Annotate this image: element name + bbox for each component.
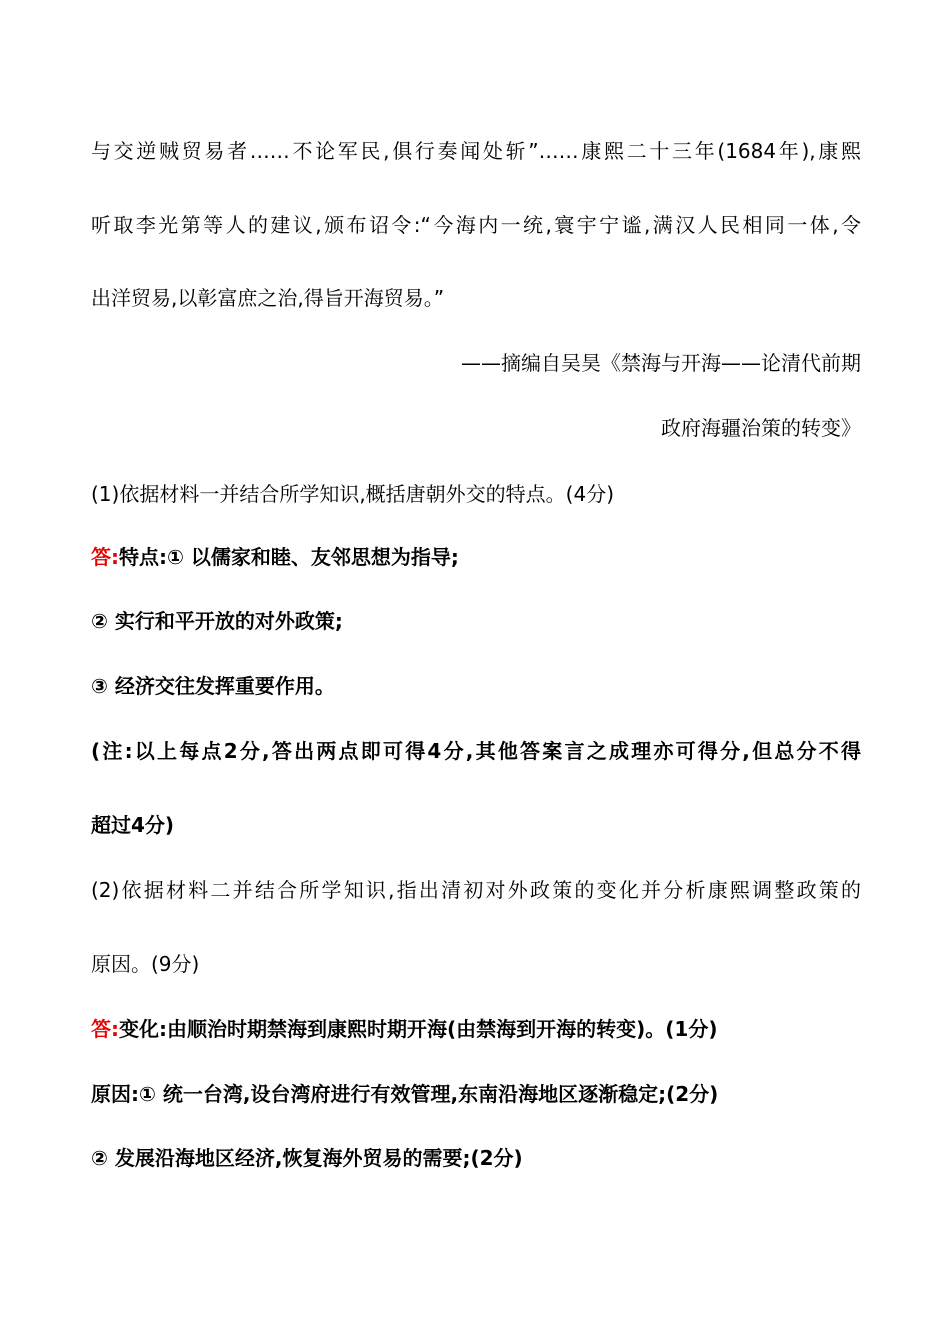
question-1-answer-line-2: ② 实行和平开放的对外政策; [91,609,343,633]
question-2-answer-line-3: ② 发展沿海地区经济,恢复海外贸易的需要;(2分) [91,1146,523,1170]
source-citation-line-1: ——摘编自吴昊《禁海与开海——论清代前期 [461,351,861,375]
question-1-answer-line-1 [91,543,861,571]
answer-text: 特点:① 以儒家和睦、友邻思想为指导; [119,545,459,569]
question-1-note-line-2: 超过4分) [91,813,175,837]
question-1-note-line-1: (注:以上每点2分,答出两点即可得4分,其他答案言之成理亦可得分,但总分不得 [91,739,861,763]
question-2-answer-line-2: 原因:① 统一台湾,设台湾府进行有效管理,东南沿海地区逐渐稳定;(2分) [91,1082,719,1106]
material-two-line-2: 听取李光第等人的建议,颁布诏令:“今海内一统,寰宇宁谧,满汉人民相同一体,令 [91,213,861,237]
question-1-answer-line-3: ③ 经济交往发挥重要作用。 [91,674,335,698]
material-two-line-3: 出洋贸易,以彰富庶之治,得旨开海贸易。” [91,286,445,310]
source-citation-line-2: 政府海疆治策的转变》 [661,416,861,440]
question-1-prompt: (1)依据材料一并结合所学知识,概括唐朝外交的特点。(4分) [91,482,615,506]
material-two-line-1: 与交逆贼贸易者……不论军民,俱行奏闻处斩”……康熙二十三年(1684年),康熙 [91,139,861,163]
answer-label: 答: [91,1017,119,1041]
question-2-prompt-line-2: 原因。(9分) [91,952,200,976]
question-2-prompt-line-1: (2)依据材料二并结合所学知识,指出清初对外政策的变化并分析康熙调整政策的 [91,878,861,902]
answer-text: 变化:由顺治时期禁海到康熙时期开海(由禁海到开海的转变)。(1分) [119,1017,718,1041]
answer-label: 答: [91,545,119,569]
question-2-answer-line-1 [91,1015,861,1043]
